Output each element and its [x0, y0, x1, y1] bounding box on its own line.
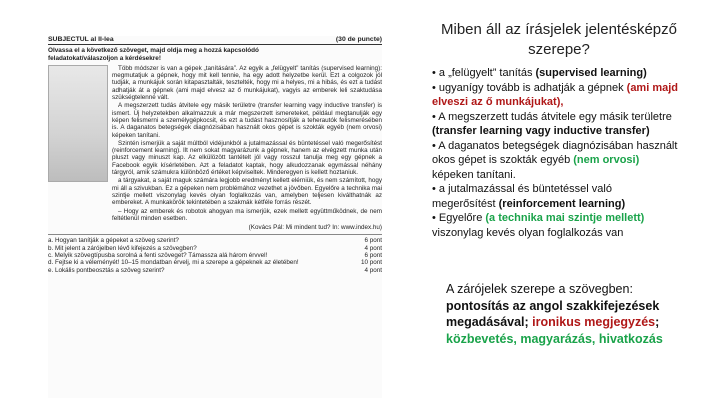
exam-task-question: b. Mit jelent a zárójelben lévő kifejezés a szövegben? [48, 244, 197, 252]
bullet-text-run: • ugyanígy tovább is adhatják a gépnek [432, 81, 627, 94]
summary-text-run: ironikus megjegyzés [532, 315, 656, 329]
exam-task [48, 237, 382, 244]
bullet-item [432, 139, 678, 183]
bullet-text-run: viszonylag kevés olyan foglalkozás van [432, 226, 624, 239]
bullet-item [432, 81, 678, 110]
bullet-item [432, 182, 678, 211]
exam-task-question: a. Hogyan tanítják a gépeket a szöveg szerint? [48, 237, 179, 245]
exam-paragraph: A megszerzett tudás átvitele egy másik területre (transfer learning vagy inductive transfer) is ismert. Új helyzetekben alkalmazzuk a már megszerzett ismereteket, például megtanulják egy képen felismerni a személygépkocsit, és ezt a tudást hasznosítják a teherautók felismerésében is. A daganatos betegségek diagnózisában használt okos gépet is szokták egyéb (nem orvosi) képeken tanítani. [112, 102, 382, 139]
exam-task-question: c. Melyik szövegtípusba sorolná a fenti szöveget? Támassza alá három érvvel! [48, 252, 268, 260]
exam-task-points: 6 pont [364, 252, 382, 260]
robot-photo [48, 65, 108, 182]
exam-points-total: (30 de puncte) [335, 36, 382, 43]
exam-task-points: 4 pont [364, 244, 382, 252]
exam-source: (Kovács Pál: Mi mindent tud? In: www.index.hu) [248, 224, 382, 232]
header-divider [48, 44, 382, 45]
exam-task [48, 267, 382, 274]
summary-text [446, 281, 696, 347]
exam-instruction-2: feladatokat/válaszoljon a kérdésekre! [48, 54, 161, 62]
slide-title: Miben áll az írásjelek jelentésképző szerepe? [441, 21, 677, 58]
exam-task-question: d. Fejtse ki a véleményét! 10–15 mondatban érvelj, mi a szerepe a gépeknek az életében! [48, 259, 299, 267]
bullet-text-run: • A daganatos betegségek diagnózisában használt okos gépet is szokták egyéb [432, 139, 678, 166]
bullet-text-run: • a jutalmazással és büntetéssel való megerősítést [432, 183, 612, 210]
bullet-text-run: • a „felügyelt” tanítás [432, 67, 536, 79]
bullet-text-run: (a technika mai szintje mellett) [485, 212, 645, 224]
bullet-text-run: képeken tanítani. [432, 168, 516, 181]
bullet-text-run: (transfer learning vagy inductive transfer) [432, 125, 650, 137]
bullet-item [432, 211, 678, 240]
exam-text [112, 65, 382, 223]
bullet-text-run: • Egyelőre [432, 212, 486, 224]
bullet-list [432, 66, 678, 240]
exam-figure [48, 65, 108, 223]
summary-text-run: közbevetés, magyarázás, hivatkozás [446, 331, 663, 346]
bullet-text-run: (reinforcement learning) [498, 197, 626, 210]
exam-task-points: 6 pont [364, 237, 382, 245]
exam-task-points: 4 pont [364, 266, 382, 274]
exam-subject: SUBJECTUL al II-lea [48, 36, 114, 43]
bullet-text-run: (supervised learning) [535, 67, 647, 79]
exam-body [48, 65, 382, 223]
exam-instruction-1: Olvassa el a következő szöveget, majd oldja meg a hozzá kapcsolódó [48, 47, 259, 55]
exam-paragraph: Több módszer is van a gépek „tanítására”. Az egyik a „felügyelt” tanítás (supervised learning): megmutatjuk a gépnek, hogy mit kell tennie, ha egy adott helyzetbe kerül. Ezt a colgozok jól tudják, a munkájuk során kitapasztalták, tesztelték, hogy mi a helyes, mi a hibás, és ezt a tudást adhatják át a gépnek (ami majd elvesz az ő munkájukat), vagyis az emberek leli szaktudása szükségtelenné vált. [112, 64, 382, 102]
bullet-item [432, 66, 678, 81]
exam-task [48, 245, 382, 252]
exam-task [48, 259, 382, 266]
exam-paragraph: a tárgyakat, a saját maguk számára legjobb eredményt kellett elérniük, és nem számított, hogy mi áll a szivukban. Ez a gépeken nem problémához vezethet a jövőben. Egyelőre a technika mai szintje mellett viszonylag kevés olyan foglalkozás van, amelyben teljesen kiválthatnák az embereket. A munkakörök tekintetében a szakmák kétféle forrás részét. [112, 177, 382, 207]
summary-text-run: pontosítás az angol szakkifejezések megadásával; [446, 298, 660, 329]
summary-text-run: ; [655, 315, 660, 329]
bullet-text-run: (ami majd elveszi az ő munkájukat), [432, 81, 679, 108]
bullet-text-run: (nem orvosi) [573, 154, 640, 166]
summary-text-run: A zárójelek szerepe a szövegben: [446, 282, 633, 296]
bullet-text-run: • A megszerzett tudás átvitele egy másik területre [432, 110, 672, 123]
scanned-exam-document [48, 36, 382, 398]
exam-paragraph: – Hogy az emberek és robotok ahogyan ma ismerjük, ezek mellett együttműködnek, de nem feltétlenül minden esetben. [112, 207, 382, 222]
exam-tasks [48, 234, 382, 273]
exam-task [48, 252, 382, 259]
exam-header [48, 36, 382, 43]
exam-paragraph: Szintén ismerjük a saját múltból vidéjunkból a jutalmazással és büntetéssel való megerősítést (reinforcement learning). Ilt nem sokat magyarázunk a gépnek, hanem az elvégzett munka után pluszt vagy minuszt kap. Az elkülözött tantételt jól vagy rosszul tanulja meg egy gépnek a Facebook egyik kísérletében. Azt a feladatot kaptak, hogy alkudozzanak egymással néhány tárgyról, amik számukra különböző értéket képviseltek. Minderegyen is kellett hoztaniuk. [112, 139, 382, 177]
bullet-item [432, 110, 678, 139]
exam-task-question: e. Lokális pontbeosztás a szöveg szerint? [48, 266, 165, 274]
exam-task-points: 10 pont [360, 259, 382, 267]
